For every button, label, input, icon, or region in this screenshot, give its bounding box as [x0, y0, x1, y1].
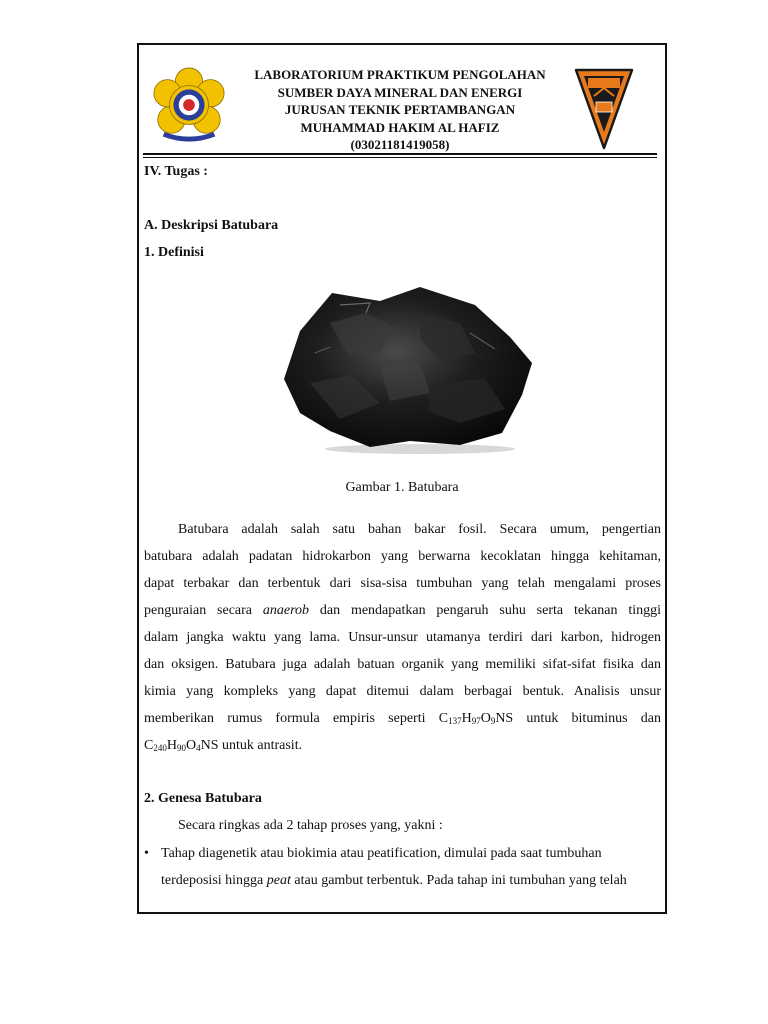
- header-line-department: JURUSAN TEKNIK PERTAMBANGAN: [284, 102, 516, 117]
- paragraph-line: $C_{240}H_{90}O_4NS$ untuk antrasit.: [144, 738, 303, 753]
- header-rule-thin: [143, 157, 657, 158]
- term-peat: peat: [266, 873, 291, 888]
- paragraph-line: Batubara adalah salah satu bahan bakar fosil. Secara umum, pengertian: [178, 522, 661, 537]
- header-line-lab: LABORATORIUM PRAKTIKUM PENGOLAHAN: [254, 67, 546, 82]
- paragraph-line: dalam jangka waktu yang lama. Unsur-unsur utamanya terdiri dari karbon, hidrogen: [144, 630, 661, 645]
- paragraph-definition: [144, 516, 661, 759]
- genesa-intro: Secara ringkas ada 2 tahap proses yang, yakni :: [178, 818, 443, 833]
- header-line-author: MUHAMMAD HAKIM AL HAFIZ: [300, 119, 500, 135]
- paragraph-line: memberikan rumus formula empiris seperti $C_{137}H_{97}O_9NS$ untuk bituminus dan: [144, 711, 661, 726]
- university-seal-icon: [150, 66, 228, 144]
- list-item: [144, 840, 661, 894]
- page-border: [137, 43, 667, 914]
- paragraph-line: batubara adalah padatan hidrokarbon yang berwarna kecoklatan hingga kehitaman,: [144, 549, 661, 564]
- header-line-resources: SUMBER DAYA MINERAL DAN ENERGI: [277, 84, 523, 100]
- figure-caption: Gambar 1. Batubara: [345, 480, 459, 495]
- bullet-line: Tahap diagenetik atau biokimia atau peatification, dimulai pada saat tumbuhan: [161, 846, 602, 861]
- subsection-heading-a: A. Deskripsi Batubara: [144, 218, 279, 233]
- subsection-heading-1: 1. Definisi: [144, 245, 204, 260]
- paragraph-line: penguraian secara anaerob dan mendapatkan pengaruh suhu serta tekanan tinggi: [144, 603, 662, 618]
- header-line-id: (03021181419058): [350, 137, 450, 152]
- subsection-heading-2: 2. Genesa Batubara: [144, 791, 262, 806]
- assistant-corps-emblem-icon: [574, 66, 634, 150]
- paragraph-line: kimia yang kompleks yang dapat ditemui dalam berbagai bentuk. Analisis unsur: [144, 684, 661, 699]
- section-heading: IV. Tugas :: [144, 164, 208, 179]
- paragraph-line: dan oksigen. Batubara juga adalah batuan organik yang memiliki sifat-sifat fisika dan: [144, 657, 661, 672]
- bullet-line: terdeposisi hingga peat atau gambut terbentuk. Pada tahap ini tumbuhan yang telah: [161, 873, 627, 888]
- term-anaerob: anaerob: [262, 603, 310, 618]
- bullet-icon: •: [144, 846, 149, 861]
- header-rule-thick: [143, 153, 657, 155]
- document-header: [230, 66, 570, 154]
- coal-lump-image: [270, 283, 538, 455]
- paragraph-line: dapat terbakar dan terbentuk dari sisa-sisa tumbuhan yang telah mengalami proses: [144, 576, 661, 591]
